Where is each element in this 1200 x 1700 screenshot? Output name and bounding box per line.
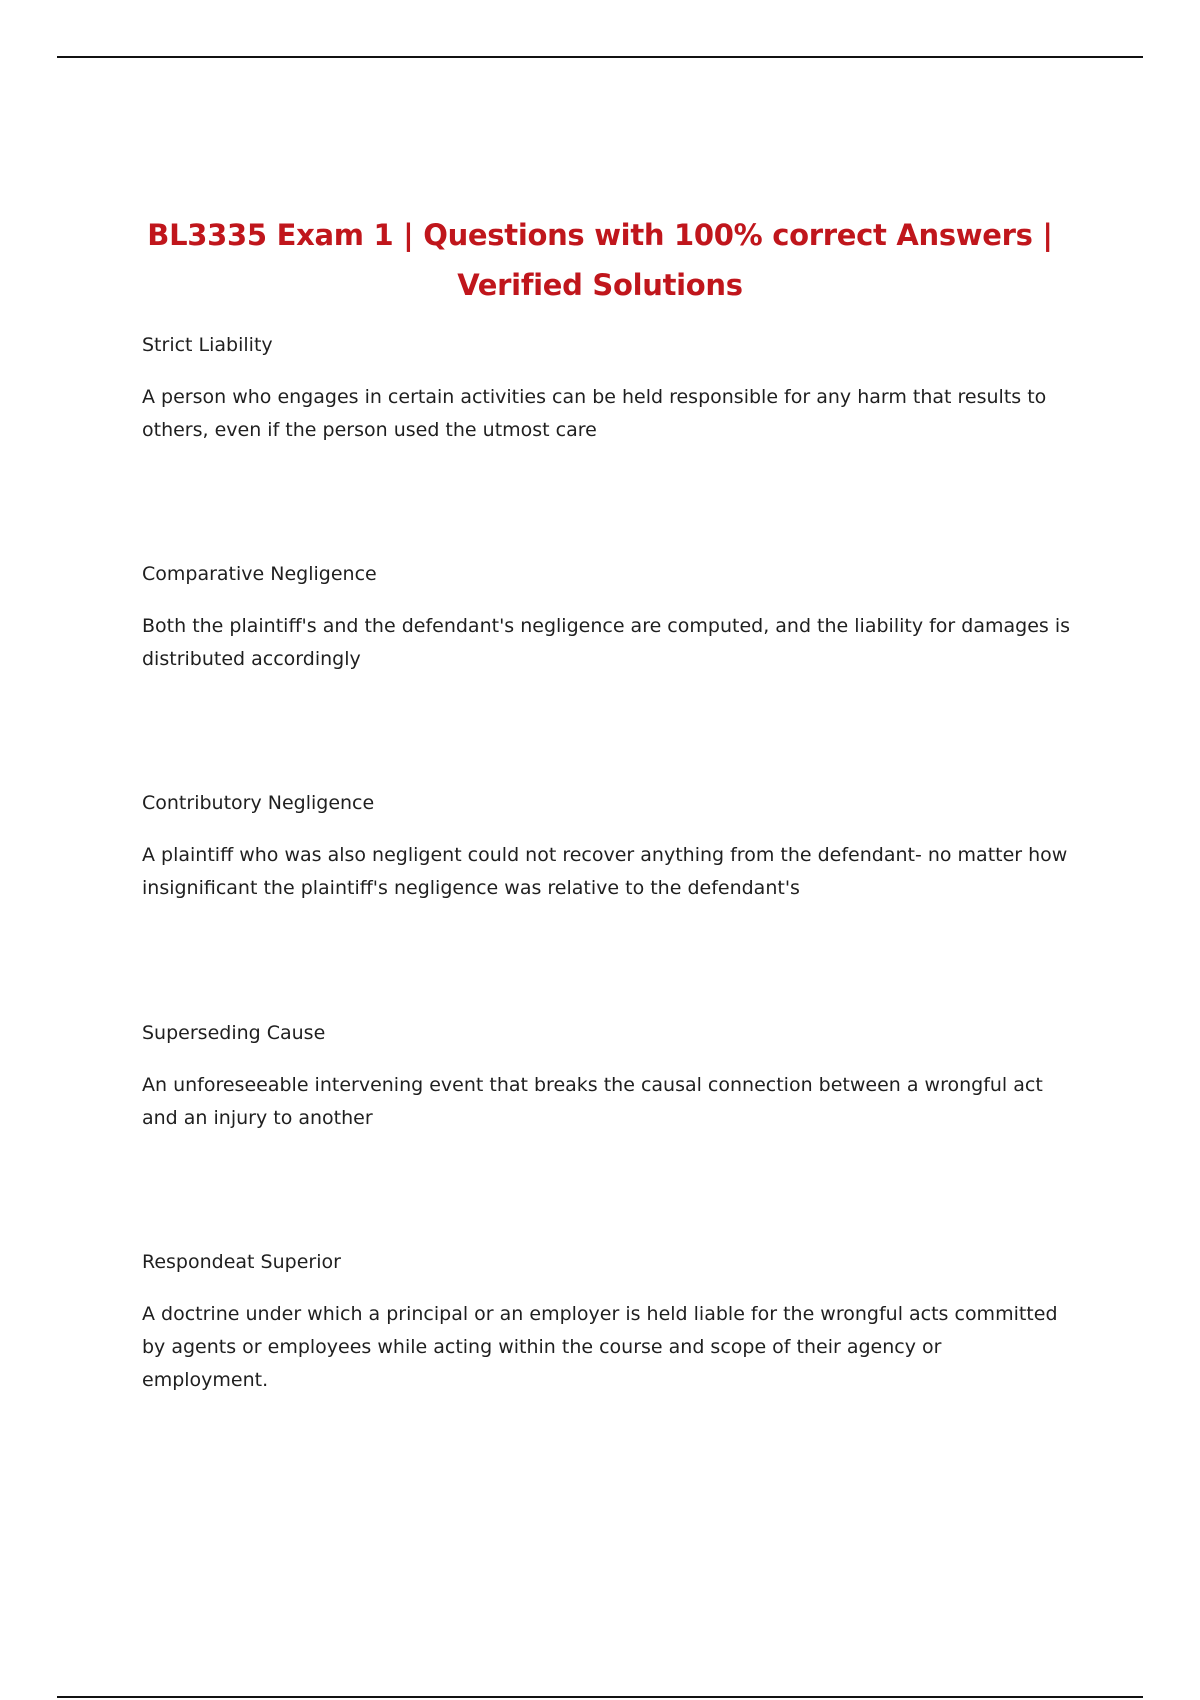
flashcard-term: Respondeat Superior bbox=[142, 1251, 341, 1273]
footer-rule bbox=[57, 1696, 1143, 1698]
document-title: BL3335 Exam 1 | Questions with 100% correct Answers | Verified Solutions bbox=[147, 218, 1053, 302]
flashcard-definition: A person who engages in certain activities can be held responsible for any harm that results to others, even if the person used the utmost care bbox=[142, 386, 1047, 441]
flashcard-entry bbox=[142, 562, 1072, 676]
flashcard-entry bbox=[142, 791, 1072, 905]
flashcard-term: Superseding Cause bbox=[142, 1022, 326, 1044]
flashcard-entry bbox=[142, 1250, 1072, 1397]
flashcard-entry bbox=[142, 1021, 1072, 1135]
flashcard-definition: Both the plaintiff's and the defendant's negligence are computed, and the liability for damages is distributed accordingly bbox=[142, 615, 1070, 670]
flashcard-entry bbox=[142, 333, 1072, 447]
flashcard-definition: A plaintiff who was also negligent could not recover anything from the defendant- no matter how insignificant the plaintiff's negligence was relative to the defendant's bbox=[142, 844, 1068, 899]
flashcard-term: Strict Liability bbox=[142, 334, 273, 356]
flashcard-term: Comparative Negligence bbox=[142, 563, 377, 585]
header-rule bbox=[57, 56, 1143, 58]
flashcard-term: Contributory Negligence bbox=[142, 792, 375, 814]
flashcard-definition: An unforeseeable intervening event that breaks the causal connection between a wrongful act and an injury to another bbox=[142, 1074, 1043, 1129]
flashcard-definition: A doctrine under which a principal or an employer is held liable for the wrongful acts committed by agents or employees while acting within the course and scope of their agency or employment. bbox=[142, 1303, 1058, 1391]
